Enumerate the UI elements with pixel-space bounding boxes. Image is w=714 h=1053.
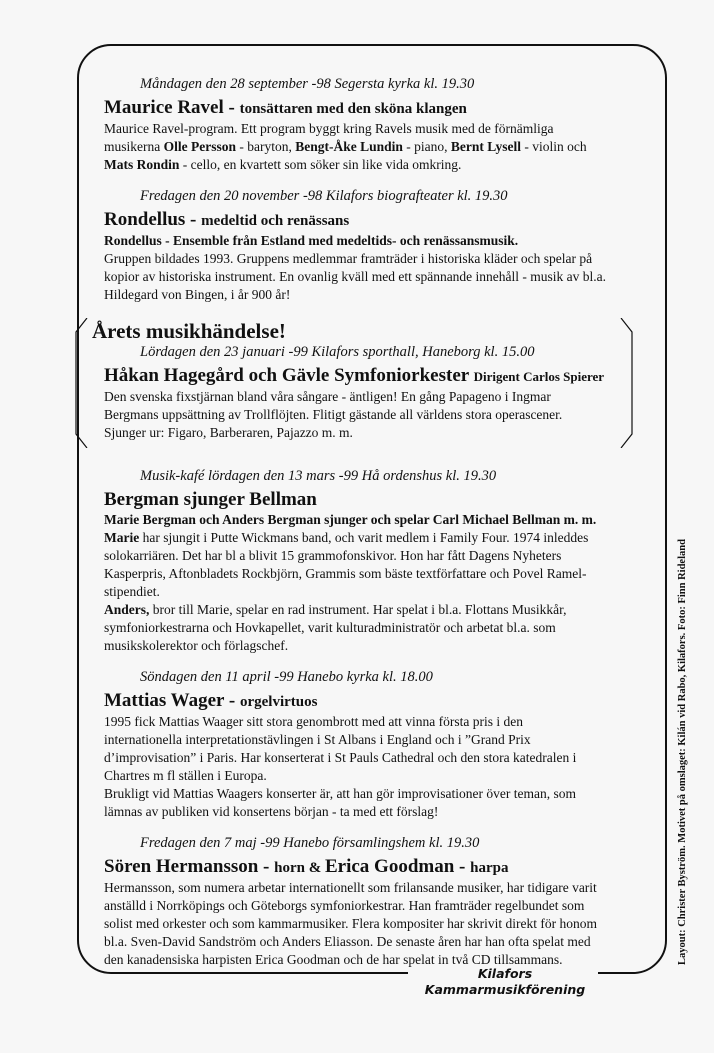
- event-hermansson: [104, 835, 664, 969]
- event-date: Musik-kafé lördagen den 13 mars -99 Hå ordenshus kl. 19.30: [140, 468, 497, 484]
- text-line: den kanadensiska harpisten Erica Goodman och de har spelat in två CD tillsammans.: [104, 952, 563, 967]
- organizer-line-1: Kilafors: [477, 966, 533, 981]
- text-line: Den svenska fixstjärnan bland våra sångare - äntligen! En gång Papageno i Ingmar: [104, 389, 551, 404]
- text-line: Maurice Ravel-program. Ett program byggt kring Ravels musik med de förnämliga: [104, 121, 554, 136]
- text-line: Mats Rondin - cello, en kvartett som söker sin like vida omkring.: [104, 157, 462, 172]
- text-line: Kasperpris, Aftonbladets Rockbjörn, Grammis som bäste textförfattare och Povel Ramel-: [104, 566, 587, 581]
- event-description: [104, 232, 664, 304]
- event-description: [104, 879, 664, 969]
- event-ravel: [104, 76, 664, 174]
- text-line: symfoniorkestrarna och Hovkapellet, varit kulturadministratör och arbetat bl.a. som: [104, 620, 556, 635]
- text-line: solokarriären. Det har bl a blivit 15 grammofonskivor. Hon har fått Dagens Nyheters: [104, 548, 562, 563]
- event-description: [104, 120, 664, 174]
- text-line: lämnas av publiken vid konsertens början - ta med ett förslag!: [104, 804, 439, 819]
- text-line: Marie Bergman och Anders Bergman sjunger och spelar Carl Michael Bellman m. m.: [104, 512, 597, 527]
- event-title: Bergman sjunger Bellman: [104, 489, 317, 510]
- layout-credit: Layout: Christer Byström. Motivet på omslaget: Kilán vid Rabo, Kilafors. Foto: Finn Rideland: [677, 539, 688, 965]
- event-date: Söndagen den 11 april -99 Hanebo kyrka kl. 18.00: [140, 669, 433, 685]
- text-line: Bergmans uppsättning av Trollflöjten. Flitigt gästande all världens stora operascener.: [104, 407, 563, 422]
- event-rondellus: [104, 188, 664, 304]
- text-line: anställd i Norrköpings och Göteborgs symfoniorkestrar. Han framträder regelbundet som: [104, 898, 585, 913]
- text-line: musikskolerektor och förlagschef.: [104, 638, 289, 653]
- event-date: Fredagen den 7 maj -99 Hanebo församlingshem kl. 19.30: [140, 835, 480, 851]
- text-line: stipendiet.: [104, 584, 160, 599]
- text-line: solist med orkester och som kammarmusiker. Flera kompositer har skrivit direkt för honom: [104, 916, 598, 931]
- event-date: Lördagen den 23 januari -99 Kilafors sporthall, Haneborg kl. 15.00: [140, 344, 535, 360]
- text-line: bl.a. Sven-David Sandström och Anders Eliasson. De senaste åren har han ofta spelat med: [104, 934, 591, 949]
- event-bellman: [104, 468, 664, 655]
- text-line: internationella interpretationstävlingen i St Albans i England och i ”Grand Prix: [104, 732, 531, 747]
- text-line: Hermansson, som numera arbetar internationellt som frilansande musiker, har tidigare varit: [104, 880, 597, 895]
- highlight-heading: Årets musikhändelse!: [92, 319, 286, 343]
- text-line: Gruppen bildades 1993. Gruppens medlemmar framträder i historiska kläder och spelar på: [104, 251, 593, 266]
- event-title: Mattias Wager - orgelvirtuos: [104, 690, 318, 711]
- text-line: Chartres m fl ställen i Europa.: [104, 768, 267, 783]
- text-line: musikerna Olle Persson - baryton, Bengt-Åke Lundin - piano, Bernt Lysell - violin och: [104, 139, 587, 154]
- program-list: [92, 76, 664, 969]
- text-line: Sjunger ur: Figaro, Barberaren, Pajazzo m. m.: [104, 425, 353, 440]
- left-bracket: [74, 318, 88, 448]
- text-line: Anders, bror till Marie, spelar en rad instrument. Har spelat i bl.a. Flottans Musikkår,: [104, 602, 567, 617]
- organizer-signature: [420, 966, 590, 998]
- text-line: Marie har sjungit i Putte Wickmans band, och varit medlem i Family Four. 1974 inleddes: [104, 530, 589, 545]
- event-title: Rondellus - medeltid och renässans: [104, 209, 350, 230]
- text-line: Hildegard von Bingen, i år 900 år!: [104, 287, 291, 302]
- text-line: d’improvisation” i Paris. Har konserterat i St Pauls Cathedral och den stora katedralen i: [104, 750, 577, 765]
- event-wager: [104, 669, 664, 821]
- event-date: Fredagen den 20 november -98 Kilafors biografteater kl. 19.30: [140, 188, 508, 204]
- event-title: Maurice Ravel - tonsättaren med den sköna klangen: [104, 97, 467, 118]
- highlight-event: [80, 318, 684, 442]
- text-line: Rondellus - Ensemble från Estland med medeltids- och renässansmusik.: [104, 233, 519, 248]
- event-date: Måndagen den 28 september -98 Segersta kyrka kl. 19.30: [140, 76, 475, 92]
- event-description: [104, 713, 664, 821]
- text-line: 1995 fick Mattias Waager sitt stora genombrott med att vinna första pris i den: [104, 714, 523, 729]
- event-description: [104, 388, 684, 442]
- event-title: Sören Hermansson - horn & Erica Goodman - harpa: [104, 856, 509, 877]
- right-bracket: [620, 318, 634, 448]
- event-title: Håkan Hagegård och Gävle Symfoniorkester Dirigent Carlos Spierer: [104, 365, 605, 386]
- event-description: [104, 511, 664, 655]
- organizer-line-2: Kammarmusikförening: [424, 982, 586, 997]
- text-line: kopior av historiska instrument. En ovanlig kväll med ett spännande innehåll - musik av bl.a.: [104, 269, 607, 284]
- text-line: Brukligt vid Mattias Waagers konserter är, att han gör improvisationer över teman, som: [104, 786, 577, 801]
